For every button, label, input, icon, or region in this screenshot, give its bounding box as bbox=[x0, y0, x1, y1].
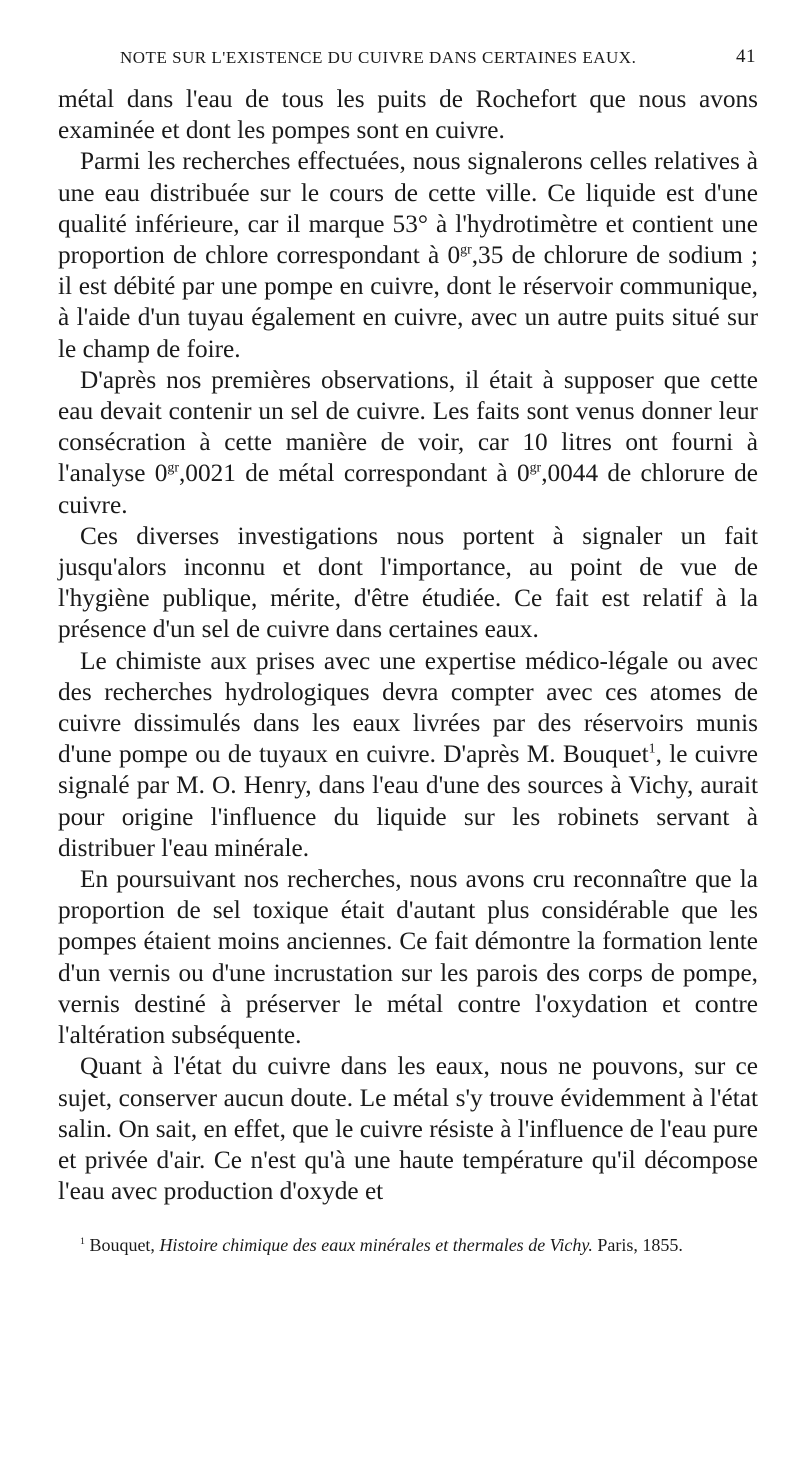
running-title: NOTE SUR L'EXISTENCE DU CUIVRE DANS CERTAINES EAUX. bbox=[120, 48, 637, 67]
paragraph-2-text-b: ,35 de chlorure de sodium ; il est débité par une pompe en cuivre, dont le réservoir communique, à l'aide d'un tuyau également en cuivre, avec un autre puits situé sur le champ de foire. bbox=[58, 241, 758, 363]
paragraph-3-text-c: ,0044 de chlorure de cuivre. bbox=[58, 459, 759, 519]
footnote-marker: 1 bbox=[80, 1236, 85, 1248]
paragraph-3 bbox=[58, 365, 758, 521]
paragraph-4: Ces diverses investigations nous portent à signaler un fait jusqu'alors inconnu et dont l'importance, au point de vue de l'hygiène publique, mérite, d'être étudiée. Ce fait est relatif à la présence d'un sel de cuivre dans certaines eaux. bbox=[58, 521, 758, 644]
footnote-title: Histoire chimique des eaux minérales et thermales de Vichy. bbox=[159, 1235, 593, 1256]
unit-superscript: gr bbox=[167, 460, 179, 476]
paragraph-2 bbox=[58, 146, 758, 364]
page-number: 41 bbox=[736, 46, 756, 67]
footnote-reference: 1 bbox=[648, 741, 656, 757]
footnote-imprint: Paris, 1855. bbox=[597, 1235, 683, 1256]
paragraph-1: métal dans l'eau de tous les puits de Rochefort que nous avons examinée et dont les pompes sont en cuivre. bbox=[58, 85, 758, 145]
body-text bbox=[58, 84, 758, 1207]
paragraph-7: Quant à l'état du cuivre dans les eaux, nous ne pouvons, sur ce sujet, conserver aucun doute. Le métal s'y trouve évidemment à l'état salin. On sait, en effet, que le cuivre résiste à l'influence de l'eau pure et privée d'air. Ce n'est qu'à une haute température qu'il décompose l'eau avec production d'oxyde et bbox=[58, 1052, 758, 1206]
footnote bbox=[58, 1233, 758, 1257]
paragraph-6: En poursuivant nos recherches, nous avons cru reconnaître que la proportion de sel toxique était d'autant plus considérable que les pompes étaient moins anciennes. Ce fait démontre la formation lente d'un vernis ou d'une incrustation sur les parois des corps de pompe, vernis destiné à préserver le métal contre l'oxydation et contre l'altération subséquente. bbox=[58, 865, 758, 1050]
running-head bbox=[58, 40, 758, 70]
paragraph-3-text-b: ,0021 de métal correspondant à 0 bbox=[178, 459, 530, 488]
unit-superscript: gr bbox=[460, 242, 472, 258]
paragraph-3-text-a: D'après nos premières observations, il était à supposer que cette eau devait contenir un sel de cuivre. Les faits sont venus donner leur consécration à cette manière de voir, car 10 litres ont fourni à l'analyse 0 bbox=[58, 365, 758, 488]
paragraph-5-text-b: , le cuivre signalé par M. O. Henry, dans l'eau d'une des sources à Vichy, aurait pour origine l'influence du liquide sur les robinets servant à distribuer l'eau minérale. bbox=[58, 740, 759, 862]
paragraph-5-text-a: Le chimiste aux prises avec une expertise médico-légale ou avec des recherches hydrologiques devra compter avec ces atomes de cuivre dissimulés dans les eaux livrées par des réservoirs munis d'une pompe ou de tuyaux en cuivre. D'après M. Bouquet bbox=[58, 646, 758, 769]
book-page bbox=[58, 40, 758, 1257]
paragraph-5 bbox=[58, 646, 758, 864]
footnote-author: Bouquet, bbox=[89, 1235, 155, 1256]
unit-superscript: gr bbox=[529, 460, 542, 476]
paragraph-2-text-a: Parmi les recherches effectuées, nous signalerons celles relatives à une eau distribuée sur le cours de cette ville. Ce liquide est d'une qualité inférieure, car il marque 53° à l'hydrotimètre et contient une proportion de chlore correspondant à 0 bbox=[58, 147, 758, 270]
